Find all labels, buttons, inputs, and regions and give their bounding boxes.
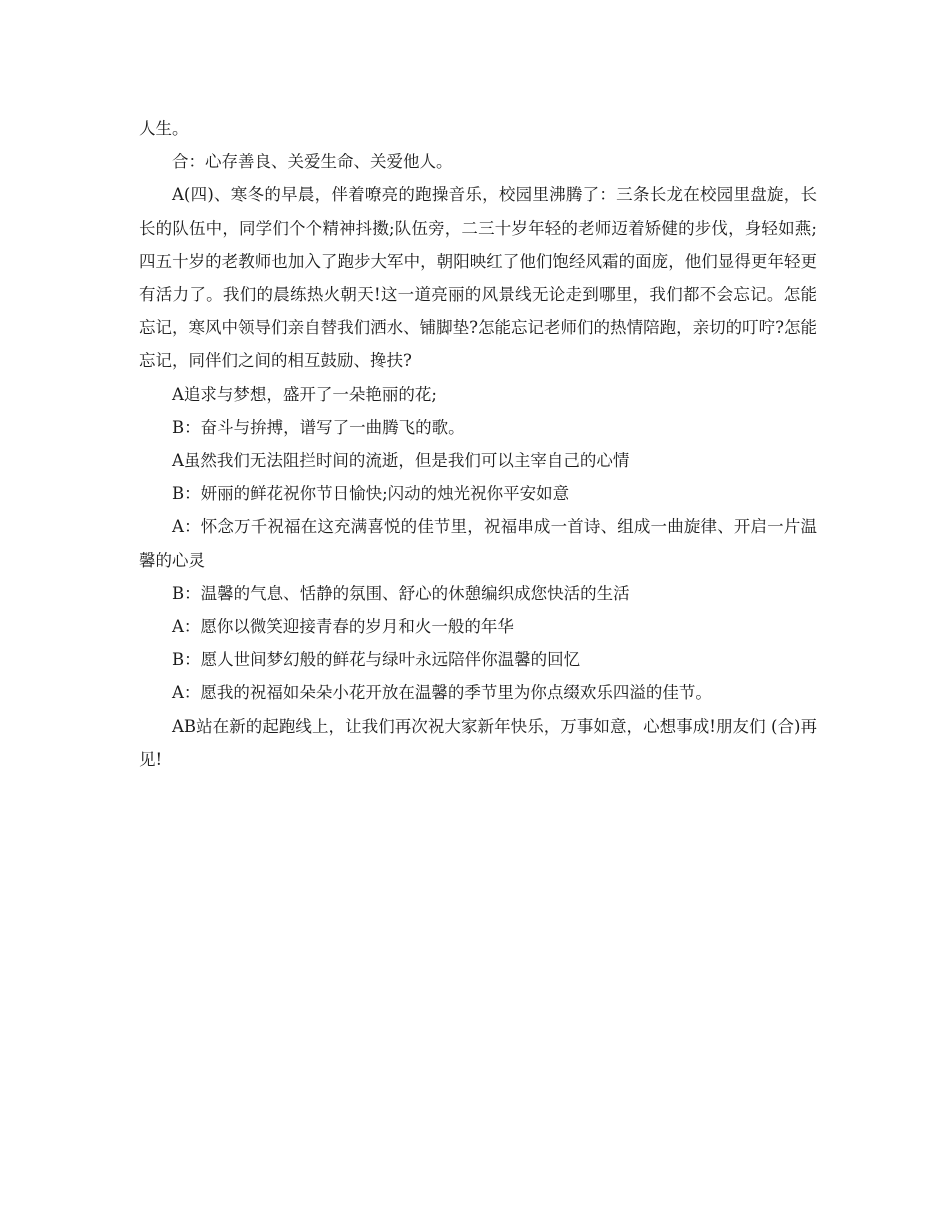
paragraph: A虽然我们无法阻拦时间的流逝，但是我们可以主宰自己的心情 [172, 451, 630, 471]
paragraph: 人生。 [139, 119, 189, 138]
paragraph: A追求与梦想，盛开了一朵艳丽的花; [172, 384, 437, 404]
paragraph: AB站在新的起跑线上，让我们再次祝大家新年快乐，万事如意，心想事成!朋友们 (合)再见! [139, 716, 817, 769]
document-body [139, 112, 817, 776]
paragraph: B：愿人世间梦幻般的鲜花与绿叶永远陪伴你温馨的回忆 [172, 650, 581, 670]
paragraph: A：怀念万千祝福在这充满喜悦的佳节里，祝福串成一首诗、组成一曲旋律、开启一片温馨的心灵 [139, 517, 817, 570]
paragraph: A：愿我的祝福如朵朵小花开放在温馨的季节里为你点缀欢乐四溢的佳节。 [172, 683, 712, 703]
paragraph: A(四)、寒冬的早晨，伴着嘹亮的跑操音乐，校园里沸腾了：三条长龙在校园里盘旋，长长的队伍中，同学们个个精神抖擞;队伍旁，二三十岁年轻的老师迈着矫健的步伐，身轻如燕;四五十岁的老教师也加入了跑步大军中，朝阳映红了他们饱经风霜的面庞，他们显得更年轻更有活力了。我们的晨练热火朝天!这一道亮丽的风景线无论走到哪里，我们都不会忘记。怎能忘记，寒风中领导们亲自替我们洒水、铺脚垫?怎能忘记老师们的热情陪跑，亲切的叮咛?怎能忘记，同伴们之间的相互鼓励、搀扶? [139, 185, 817, 371]
paragraph: B：温馨的气息、恬静的氛围、舒心的休憩编织成您快活的生活 [172, 583, 630, 603]
paragraph: A：愿你以微笑迎接青春的岁月和火一般的年华 [172, 617, 514, 637]
paragraph: B：妍丽的鲜花祝你节日愉快;闪动的烛光祝你平安如意 [172, 484, 570, 504]
paragraph: B：奋斗与拚搏，谱写了一曲腾飞的歌。 [172, 417, 465, 437]
paragraph: 合：心存善良、关爱生命、关爱他人。 [172, 152, 453, 172]
